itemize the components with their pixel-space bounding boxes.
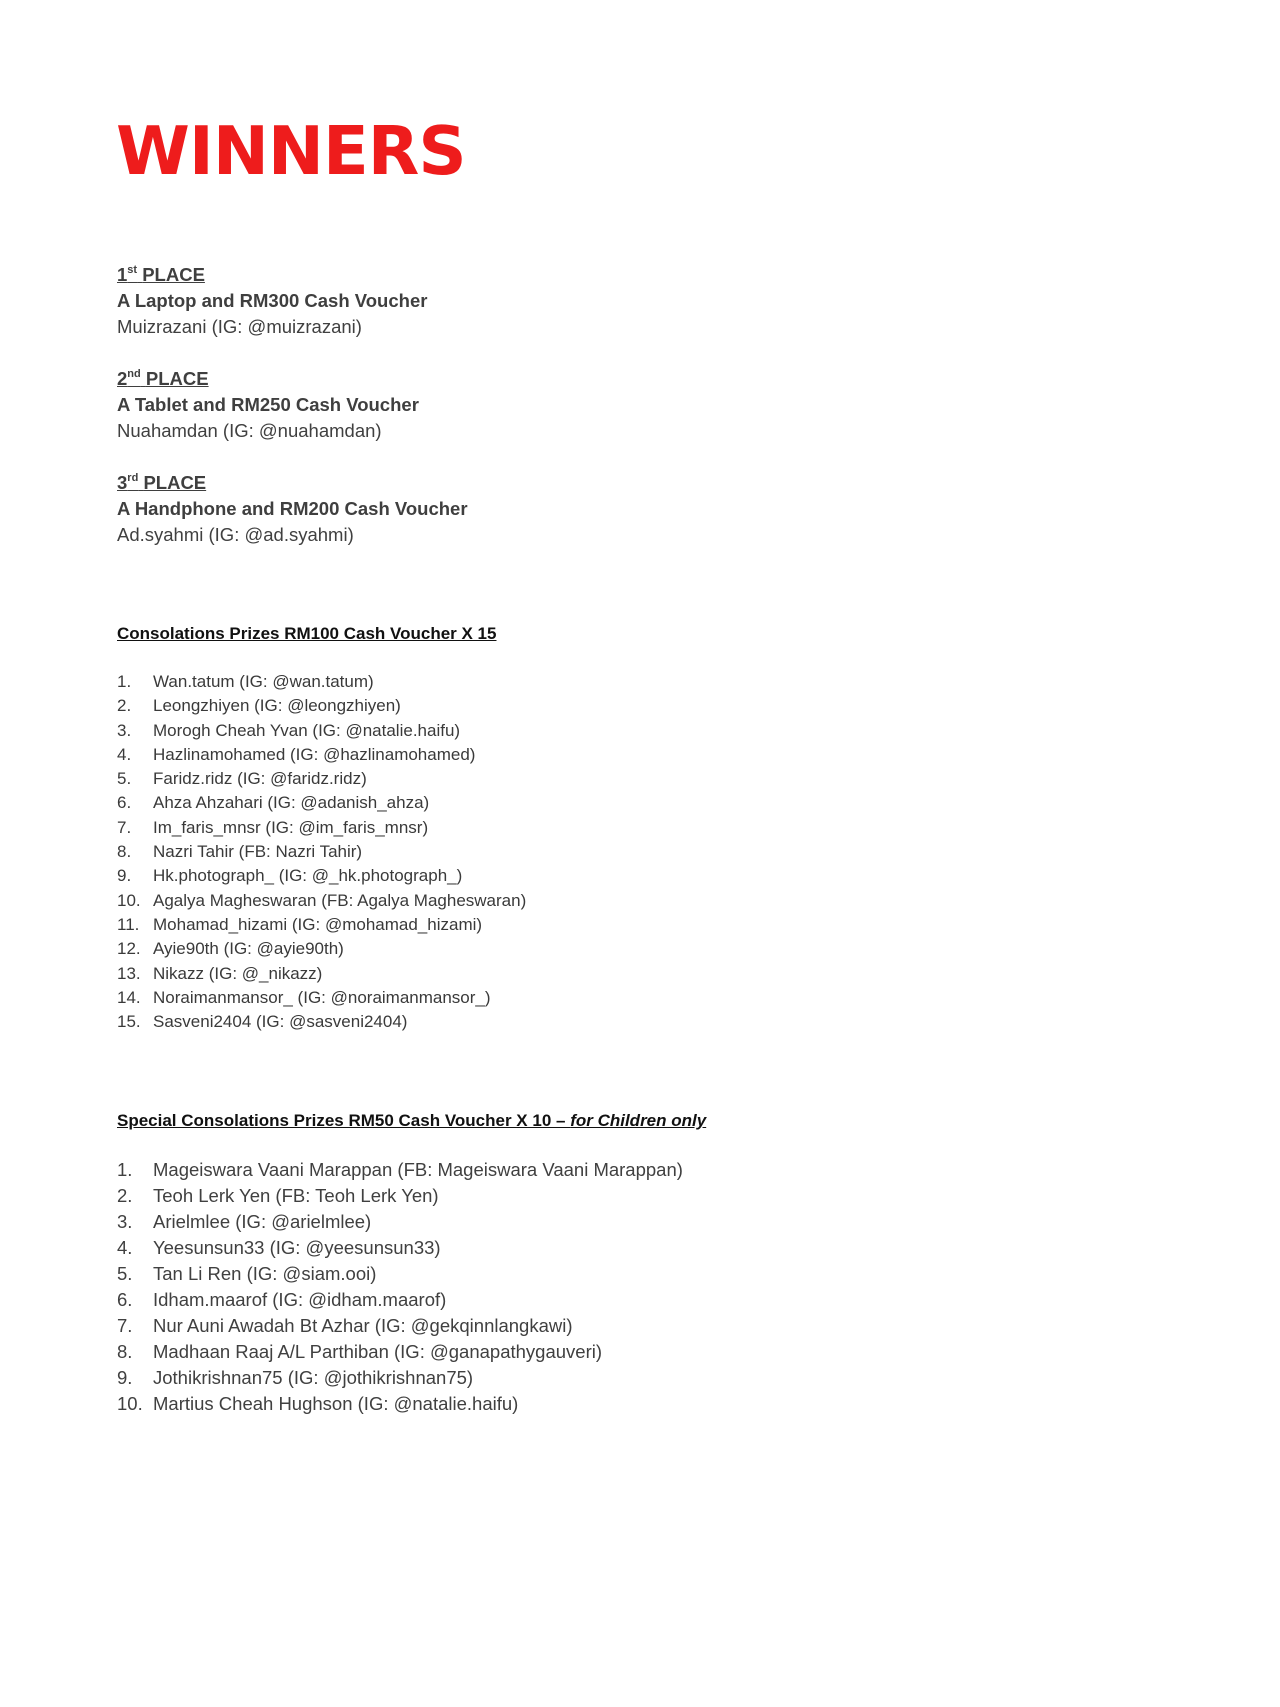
place-prize: A Tablet and RM250 Cash Voucher xyxy=(117,394,419,415)
consolation-heading: Consolations Prizes RM100 Cash Voucher X 15 xyxy=(117,624,497,643)
list-item xyxy=(117,1157,683,1183)
list-item xyxy=(117,767,526,791)
item-text: Martius Cheah Hughson (IG: @natalie.haifu) xyxy=(153,1393,519,1414)
item-number: 7. xyxy=(117,817,132,837)
item-text: Idham.maarof (IG: @idham.maarof) xyxy=(153,1289,447,1310)
item-text: Faridz.ridz (IG: @faridz.ridz) xyxy=(153,769,367,789)
item-number: 14. xyxy=(117,987,141,1007)
rank-label: PLACE xyxy=(142,264,205,285)
place-heading xyxy=(117,366,419,392)
list-item xyxy=(117,670,526,694)
item-text: Nazri Tahir (FB: Nazri Tahir) xyxy=(153,842,363,862)
rank-label: PLACE xyxy=(143,472,207,493)
third-place-block xyxy=(117,470,468,548)
list-item xyxy=(117,913,526,937)
rank-suffix: st xyxy=(127,264,138,276)
item-text: Jothikrishnan75 (IG: @jothikrishnan75) xyxy=(153,1367,474,1388)
item-text: Mageiswara Vaani Marappan (FB: Mageiswara Vaani Marappan) xyxy=(153,1159,683,1180)
list-item xyxy=(117,743,526,767)
item-text: Nikazz (IG: @_nikazz) xyxy=(153,963,323,983)
item-number: 1. xyxy=(117,1159,133,1180)
list-item xyxy=(117,1010,526,1034)
item-text: Wan.tatum (IG: @wan.tatum) xyxy=(153,672,374,691)
list-item xyxy=(117,1391,683,1417)
list-item xyxy=(117,791,526,815)
item-text: Ahza Ahzahari (IG: @adanish_ahza) xyxy=(153,793,430,813)
item-number: 9. xyxy=(117,1367,133,1388)
list-item xyxy=(117,1261,683,1287)
item-number: 3. xyxy=(117,1211,133,1232)
rank-number: 1 xyxy=(117,264,128,285)
item-number: 8. xyxy=(117,842,132,862)
item-number: 6. xyxy=(117,793,132,813)
item-number: 2. xyxy=(117,696,132,716)
item-number: 15. xyxy=(117,1012,141,1032)
rank-number: 2 xyxy=(117,368,128,389)
place-heading xyxy=(117,470,468,496)
item-number: 10. xyxy=(117,890,141,910)
list-item xyxy=(117,1235,683,1261)
list-item xyxy=(117,694,526,718)
place-prize: A Laptop and RM300 Cash Voucher xyxy=(117,290,428,311)
list-item xyxy=(117,986,526,1010)
list-item xyxy=(117,1313,683,1339)
second-place-block xyxy=(117,366,419,444)
item-text: Hazlinamohamed (IG: @hazlinamohamed) xyxy=(153,744,476,764)
item-number: 5. xyxy=(117,1263,133,1284)
item-number: 10. xyxy=(117,1393,143,1414)
item-text: Leongzhiyen (IG: @leongzhiyen) xyxy=(153,696,401,716)
item-number: 7. xyxy=(117,1315,133,1336)
item-text: Morogh Cheah Yvan (IG: @natalie.haifu) xyxy=(153,720,461,740)
list-item xyxy=(117,816,526,840)
item-number: 3. xyxy=(117,720,132,740)
special-heading-italic: for Children only xyxy=(570,1111,707,1130)
list-item xyxy=(117,937,526,961)
list-item xyxy=(117,1209,683,1235)
first-place-block xyxy=(117,262,427,340)
item-number: 12. xyxy=(117,939,141,959)
rank-label: PLACE xyxy=(145,368,209,389)
place-winner: Muizrazani (IG: @muizrazani) xyxy=(117,316,362,337)
item-number: 5. xyxy=(117,769,132,789)
item-text: Mohamad_hizami (IG: @mohamad_hizami) xyxy=(153,914,483,934)
place-prize: A Handphone and RM200 Cash Voucher xyxy=(117,498,468,519)
rank-number: 3 xyxy=(117,472,128,493)
list-item xyxy=(117,1183,683,1209)
item-text: Teoh Lerk Yen (FB: Teoh Lerk Yen) xyxy=(153,1185,439,1206)
item-text: Sasveni2404 (IG: @sasveni2404) xyxy=(153,1012,408,1032)
item-number: 4. xyxy=(117,1237,133,1258)
special-winner-list xyxy=(117,1157,683,1417)
item-number: 6. xyxy=(117,1289,133,1310)
list-item xyxy=(117,1339,683,1365)
rank-suffix: rd xyxy=(127,472,139,484)
list-item xyxy=(117,864,526,888)
item-text: Madhaan Raaj A/L Parthiban (IG: @ganapathygauveri) xyxy=(153,1341,603,1362)
item-number: 4. xyxy=(117,744,132,764)
item-number: 8. xyxy=(117,1341,133,1362)
consolation-winner-list xyxy=(117,670,526,1034)
rank-suffix: nd xyxy=(127,368,141,380)
item-text: Tan Li Ren (IG: @siam.ooi) xyxy=(153,1263,377,1284)
item-text: Ayie90th (IG: @ayie90th) xyxy=(153,939,344,959)
item-text: Arielmlee (IG: @arielmlee) xyxy=(153,1211,372,1232)
place-winner: Nuahamdan (IG: @nuahamdan) xyxy=(117,420,382,441)
place-winner: Ad.syahmi (IG: @ad.syahmi) xyxy=(117,524,354,545)
list-item xyxy=(117,1365,683,1391)
special-heading-main: Special Consolations Prizes RM50 Cash Voucher X 10 – xyxy=(117,1111,571,1130)
item-text: Agalya Magheswaran (FB: Agalya Magheswaran) xyxy=(153,890,527,910)
page-title: WINNERS xyxy=(116,112,466,190)
item-number: 13. xyxy=(117,963,141,983)
item-text: Im_faris_mnsr (IG: @im_faris_mnsr) xyxy=(153,817,429,837)
item-number: 2. xyxy=(117,1185,133,1206)
item-text: Noraimanmansor_ (IG: @noraimanmansor_) xyxy=(153,987,491,1007)
list-item xyxy=(117,840,526,864)
item-number: 1. xyxy=(117,672,132,691)
item-text: Nur Auni Awadah Bt Azhar (IG: @gekqinnlangkawi) xyxy=(153,1315,573,1336)
list-item xyxy=(117,889,526,913)
item-text: Hk.photograph_ (IG: @_hk.photograph_) xyxy=(153,866,463,886)
special-consolation-heading xyxy=(117,1109,706,1133)
list-item xyxy=(117,719,526,743)
item-number: 9. xyxy=(117,866,132,886)
list-item xyxy=(117,962,526,986)
place-heading xyxy=(117,262,427,288)
list-item xyxy=(117,1287,683,1313)
item-number: 11. xyxy=(117,914,140,934)
item-text: Yeesunsun33 (IG: @yeesunsun33) xyxy=(153,1237,441,1258)
